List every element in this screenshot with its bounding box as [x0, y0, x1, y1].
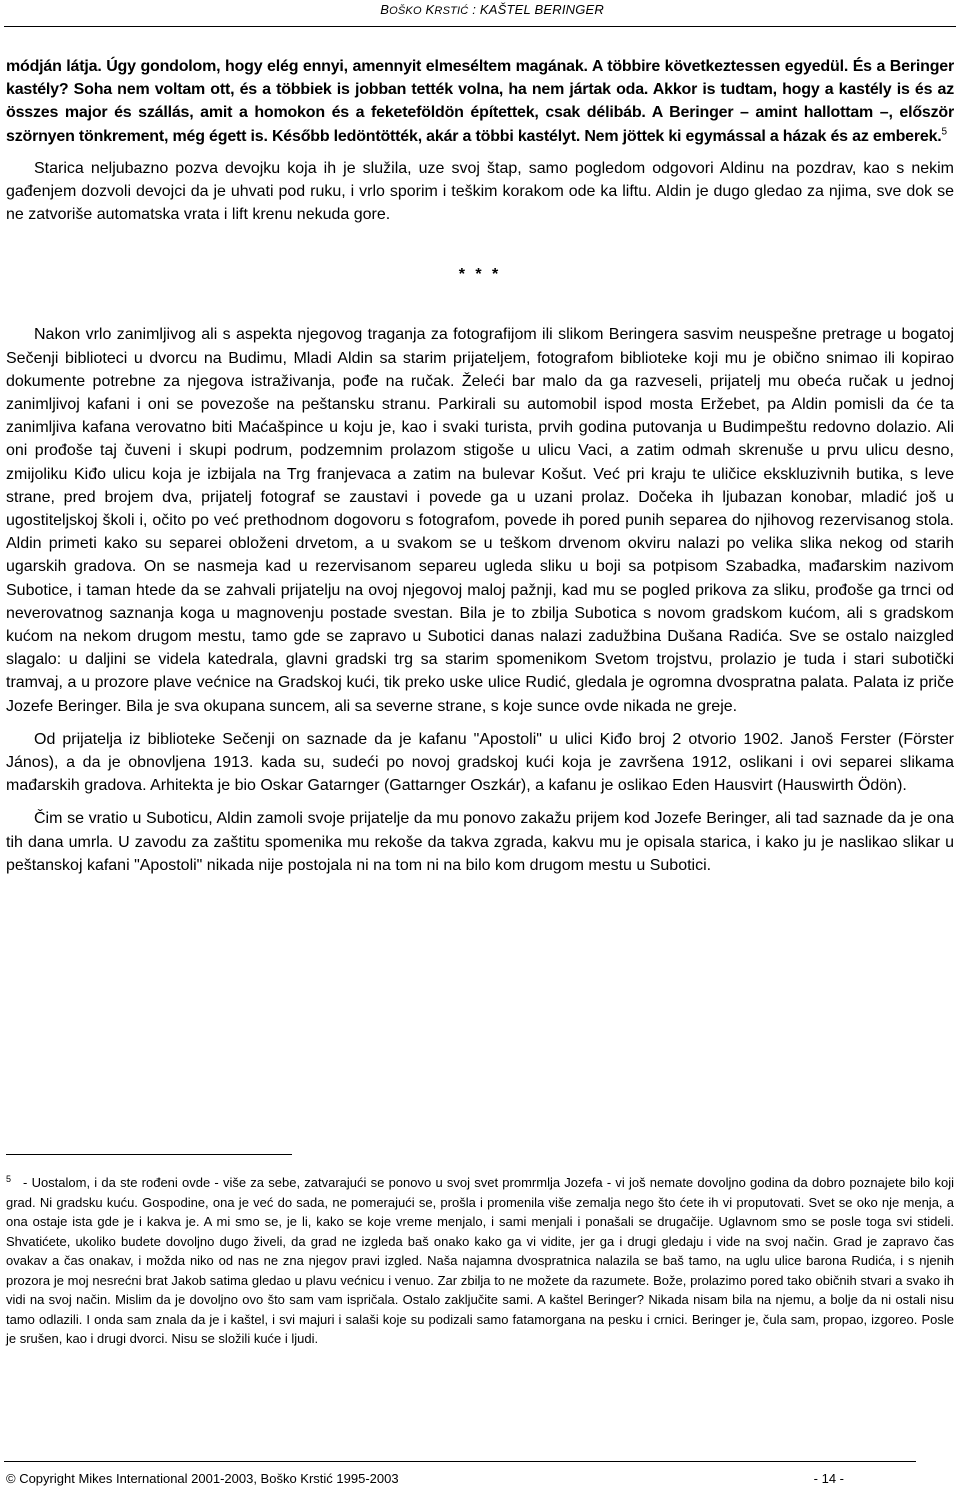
footnote-rule: [6, 1154, 292, 1155]
page-number: - 14 -: [813, 1471, 844, 1486]
footnote: [6, 1173, 954, 1349]
hungarian-paragraph: [6, 55, 954, 148]
nakon-paragraph: Nakon vrlo zanimljivog ali s aspekta njegovog traganja za fotografijom ili slikom Beringera sasvim neuspešne pretrage u bogatoj Sečenji biblioteci u dvorcu na Budimu, Mladi Aldin sa starim prijateljem, fotografom biblioteke koji mu je obično snimao ili kopirao dokumente potrebne za njegova istraživanja, pođe na ručak. Želeći bar malo da ga razveseli, prijatelj mu obeća ručak u jednoj zanimljivoj kafani i oni se povezoše na peštansku stranu. Parkirali su automobil ispod mosta Eržebet, pa Aldin pomisli da će ta zanimljiva kafana verovatno biti Maćašpince u koju je, kao i svaki turista, prvih godina putovanja u Budimpeštu redovno dolazio. Ali oni prođoše taj čuveni i skupi podrum, podzemnim prolazom stigoše u ulicu Vaci, a zatim odmah skrenuše u prvu ulicu desno, zmijoliku Kiđo ulicu koja je izbijala na Trg franjevaca a zatim na bulevar Košut. Već pri kraju te uličice ekskluzivnih butika, s leve strane, pred brojem dva, prijatelj fotograf se zaustavi i povede ga u uzani prolaz. Dočeka ih ljubazan konobar, mladić još u ugostiteljskoj školi i, očito po već prethodnom dogovoru s fotografom, povede ih pored punih separea do njihovog rezervisanog stola. Aldin primeti kako su separei obloženi drvetom, a u svakom se u teškom drvenom okviru nalazi po velika slika nekog od starih ugarskih gradova. On se nasmeja kad u rezervisanom separeu ugleda sliku u boji sa potpisom Szabadka, mađarskim nazivom Subotice, i taman htede da se zahvali prijatelju na ovoj njegovoj maloj pažnji, kad mu se pogled prikova za sliku, prođoše ga trnci od neverovatnog saznanja koga u magnovenju postade svestan. Bila je to zbilja Subotica s novom gradskom kućom, ali s gradskom kućom na nekom drugom mestu, tamo gde se zapravo u Subotici danas nalazi zadužbina Dušana Radića. Sve se ostalo naizgled slagalo: u daljini se videla katedrala, glavni gradski trg sa starim spomenikom Svetom trojstvu, prolazio je tuda i stari subotički tramvaj, a u prozore plave većnice na Gradskoj kući, tik preko uske ulice Rudić, gledala je ogromna dvospratna palata. Palata iz priče Jozefe Beringer. Bila je sva okupana suncem, ali sa severne strane, s koje sunce ovde nikada ne greje.: [6, 326, 954, 715]
section-separator: * * *: [458, 266, 502, 284]
footer-rule: [4, 1461, 916, 1462]
header-author2-initial: K: [425, 2, 435, 17]
hungarian-paragraph-text: módján látja. Úgy gondolom, hogy elég ennyi, amennyit elmeséltem magának. A többire következtessen egyedül. És a Beringer kastély? Soha nem voltam ott, és a többiek is jobban tették volna, ha nem jártak oda. Akkor is tudtam, hogy a kastély is és az összes major és szállás, amit a homokon és a feketeföldön építettek, csak délibáb. A Beringer – amint hallottam –, először szörnyen tönkrement, még égett is. Később ledöntötték, akár a többi kastélyt. Nem jöttek ki egymással a házak és az emberek.: [6, 58, 954, 145]
starica-paragraph: Starica neljubazno pozva devojku koja ih je služila, uze svoj štap, samo pogledom odgovori Aldinu na pozdrav, kao s nekim gađenjem dozvoli devojci da je uhvati pod ruku, i vrlo sporim i teškim korakom ode ka liftu. Aldin je dugo gledao za njima, sve dok se ne zatvoriše automatska vrata i lift krenu nekuda gore.: [6, 159, 954, 224]
footnote-number: 5: [6, 1173, 12, 1184]
header-separator: :: [468, 2, 480, 17]
header-author-initial: B: [380, 2, 390, 17]
copyright-text: © Copyright Mikes International 2001-2003, Boško Krstić 1995-2003: [6, 1471, 399, 1486]
header-rule: [4, 26, 956, 27]
running-header: [380, 2, 604, 17]
footnote-reference[interactable]: 5: [941, 126, 947, 138]
cim-paragraph: Čim se vratio u Suboticu, Aldin zamoli svoje prijatelje da mu ponovo zakažu prijem kod Jozefe Beringer, ali tad saznade da je ona tih dana umrla. U zavodu za zaštitu spomenika mu rekoše da takva zgrada, kakvu mu je opisala starica, i kako ju je naslikao slikar u peštanskoj kafani "Apostoli" nikada nije postojala ni na tom ni na bilo kom drugom mestu u Subotici.: [6, 810, 954, 874]
header-author2-rest: RSTIĆ: [434, 5, 469, 17]
footnote-text: - Uostalom, i da ste rođeni ovde - više za sebe, zatvarajući se ponovo u svoj svet promrmlja Jozefa - vi još nemate dovoljno godina da dobro poznajete bilo koji grad. Ni gradsku kuću. Gospodine, ona je već do sada, ne pomerajući se, prošla i promenila više zemalja nego što ćete ih vi proputovati. Svet se oko nje menja, a ona ostaje ista gde je i kakva je. A mi smo se, je li, kako se koje vreme menjalo, i sami menjali i ponašali se drugačije. Uglavnom smo se posle toga svi stideli. Shvatićete, ukoliko budete dovoljno dugo živeli, da grad ne izgleda baš onako kako ga vi vidite, jer ga i drugi gledaju i vide na svoj način. Grad je zapravo čas ovakav a čas onakav, i možda niko od nas ne zna njegov pravi izgled. Naša najamna dvospratnica nalazila se baš tamo, na uglu ulice barona Rudića, i s njenih prozora je moj nesrećni brat Jakob satima gledao u plavu većnicu i venuo. Zar zbilja to ne možete da razumete. Bože, prolazimo pored tako običnih stvari a svako ih vidi na svoj način. Mislim da je dovoljno ovo što sam vam ispričala. Ostalo zaključite sami. A kaštel Beringer? Nikada nisam bila na njemu, a bolje da ni ostali nisu tamo odlazili. I onda sam znala da je i kaštel, i svi majuri i salaši koje su podizali samo fatamorgana na pesku i crnici. Beringer je, čula sam, propao, izgoreo. Posle je srušen, kao i drugi dvorci. Nisu se složili kuće i ljudi.: [6, 1175, 954, 1346]
page-footer: [6, 1471, 844, 1486]
od-paragraph: Od prijatelja iz biblioteke Sečenji on saznade da je kafanu "Apostoli" u ulici Kiđo broj 2 otvorio 1902. Janoš Ferster (Förster János), a da je obnovljena 1913. kada su, sudeći po novoj gradskoj kući koja je završena 1912, oslikani i ovi separei slikama mađarskih gradova. Arhitekta je bio Oskar Gatarnger (Gattarnger Oszkár), a kafanu je oslikao Eden Hausvirt (Hauswirth Ödön).: [6, 730, 954, 795]
header-author-rest: OŠKO: [389, 5, 422, 17]
main-text: [6, 55, 954, 877]
header-title: KAŠTEL BERINGER: [479, 2, 604, 17]
